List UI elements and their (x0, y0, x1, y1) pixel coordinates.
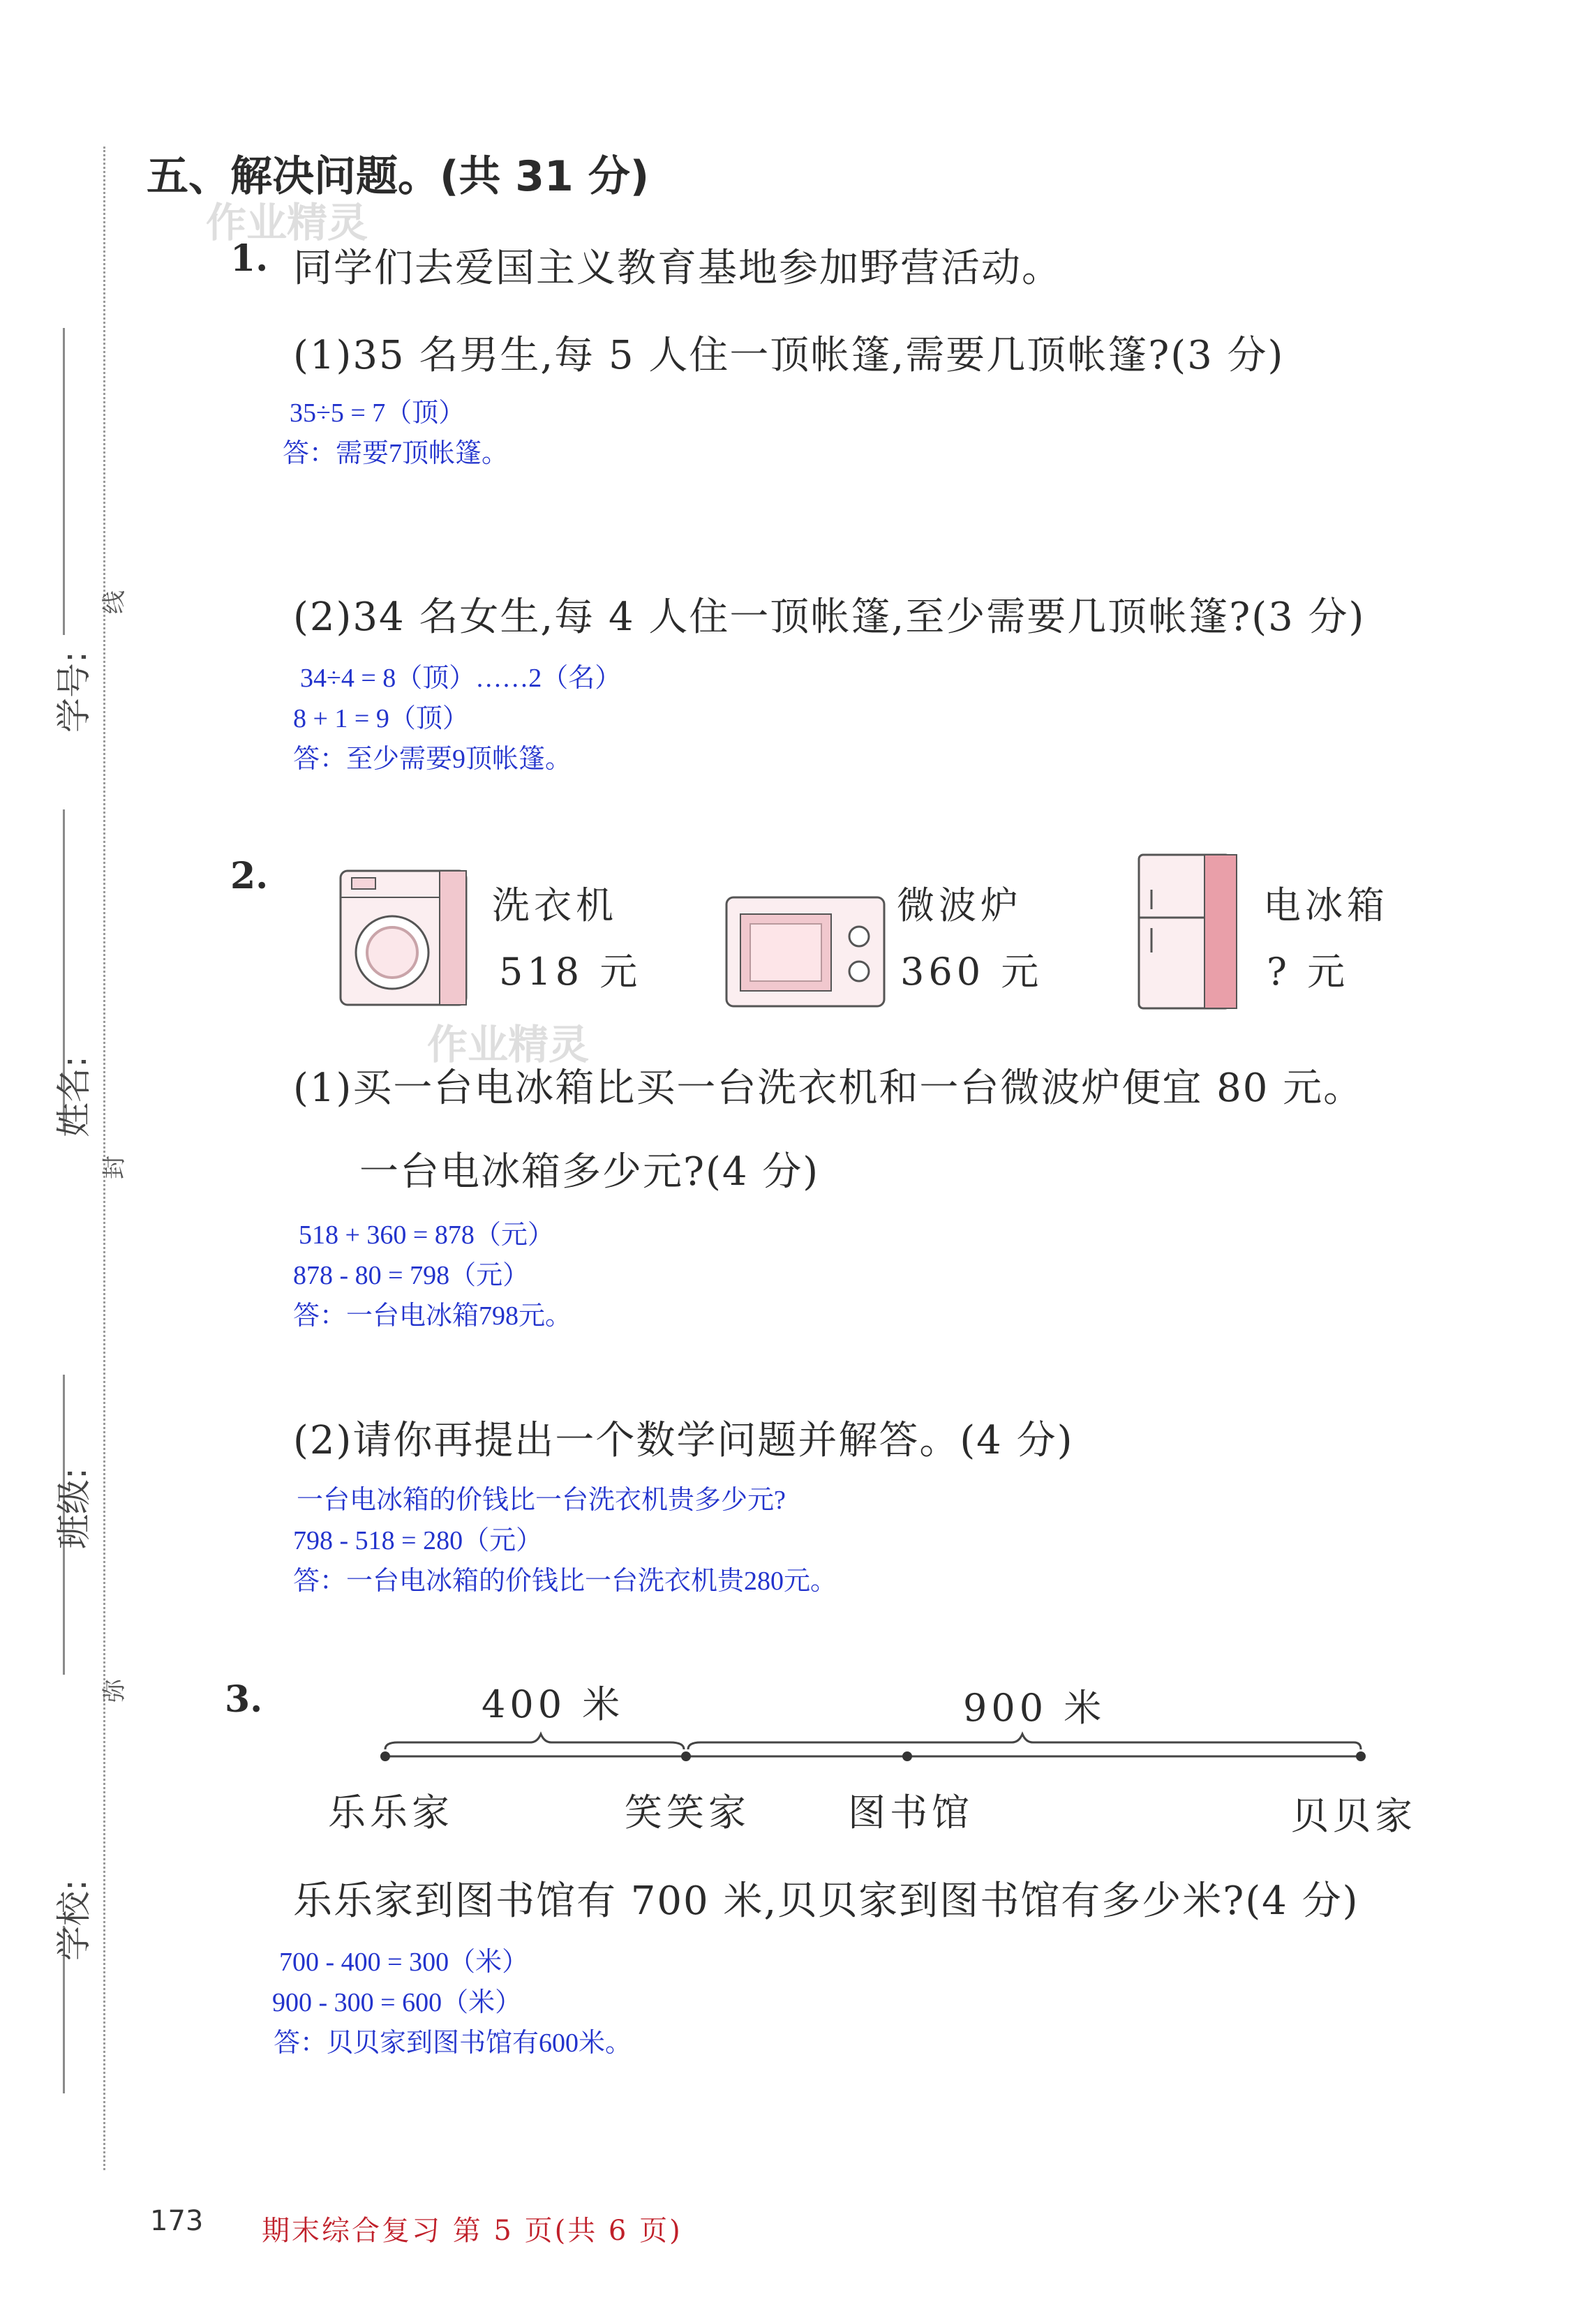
question-2-number: 2. (230, 855, 269, 897)
school-label: 学校: (54, 1879, 94, 1961)
place-label: 乐乐家 (328, 1791, 454, 1835)
section-title: 五、解决问题。(共 31 分) (147, 152, 650, 201)
answer-line: 518 + 360 = 878（元） (299, 1220, 554, 1250)
distance-label-1: 400 米 (482, 1682, 625, 1726)
watermark: 作业精灵 (427, 1021, 590, 1068)
question-1-part-2: (2)34 名女生,每 4 人住一顶帐篷,至少需要几顶帐篷?(3 分) (293, 595, 1366, 640)
distance-diagram (370, 1713, 1375, 1769)
answer-line: 700 - 400 = 300（米） (279, 1948, 529, 1977)
place-label: 笑笑家 (625, 1791, 750, 1835)
name-label: 姓名: (54, 1056, 94, 1137)
answer-line: 答：需要7顶帐篷。 (283, 439, 509, 468)
answer-line: 878 - 80 = 798（元） (293, 1261, 530, 1290)
washing-machine-icon (335, 865, 475, 1012)
answer-line: 答：至少需要9顶帐篷。 (293, 745, 572, 774)
question-3-number: 3. (225, 1678, 263, 1721)
question-1-number: 1. (230, 237, 269, 280)
appliance-price: 518 元 (499, 950, 642, 994)
question-1-stem: 同学们去爱国主义教育基地参加野营活动。 (293, 246, 1062, 291)
question-2-part-1-line-1: (1)买一台电冰箱比买一台洗衣机和一台微波炉便宜 80 元。 (293, 1066, 1364, 1111)
microwave-icon (722, 893, 890, 1012)
answer-line: 8 + 1 = 9（顶） (293, 704, 469, 733)
student-no-label: 学号: (54, 651, 94, 733)
refrigerator-icon (1131, 848, 1246, 1015)
appliance-price: ? 元 (1267, 950, 1350, 994)
class-label: 班级: (54, 1467, 94, 1549)
distance-label-2: 900 米 (963, 1686, 1106, 1730)
appliance-name: 微波炉 (897, 883, 1022, 927)
appliance-price: 360 元 (900, 950, 1043, 994)
place-label: 贝贝家 (1291, 1794, 1417, 1838)
answer-line: 答：一台电冰箱798元。 (293, 1301, 572, 1331)
question-1-part-1: (1)35 名男生,每 5 人住一顶帐篷,需要几顶帐篷?(3 分) (293, 333, 1285, 378)
answer-line: 答：一台电冰箱的价钱比一台洗衣机贵280元。 (293, 1567, 837, 1596)
point-beibei-home (1356, 1751, 1366, 1761)
answer-line: 900 - 300 = 600（米） (272, 1988, 522, 2017)
appliance-name: 电冰箱 (1263, 883, 1389, 927)
answer-line: 34÷4 = 8（顶）……2（名） (300, 664, 622, 693)
question-3-text: 乐乐家到图书馆有 700 米,贝贝家到图书馆有多少米?(4 分) (293, 1878, 1359, 1924)
place-label: 图书馆 (848, 1791, 974, 1835)
answer-line: 798 - 518 = 280（元） (293, 1526, 543, 1555)
watermark: 作业精灵 (206, 199, 368, 246)
cut-mark-feng: 封 (100, 1156, 128, 1179)
answer-line: 35÷5 = 7（顶） (290, 398, 465, 428)
point-library (902, 1751, 912, 1761)
cut-mark-xian: 线 (100, 590, 128, 614)
answer-line: 一台电冰箱的价钱比一台洗衣机贵多少元? (297, 1486, 786, 1515)
appliance-name: 洗衣机 (492, 883, 618, 927)
footer-text: 期末综合复习 第 5 页(共 6 页) (262, 2215, 683, 2247)
answer-line: 答：贝贝家到图书馆有600米。 (274, 2028, 632, 2058)
question-2-part-2: (2)请你再提出一个数学问题并解答。(4 分) (293, 1418, 1074, 1463)
cut-mark-mi: 弥 (100, 1679, 128, 1703)
page-number: 173 (150, 2205, 204, 2237)
student-no-blank-line (63, 328, 65, 635)
question-2-part-1-line-2: 一台电冰箱多少元?(4 分) (359, 1149, 820, 1195)
point-xiaoxiao-home (681, 1751, 691, 1761)
point-lele-home (380, 1751, 390, 1761)
